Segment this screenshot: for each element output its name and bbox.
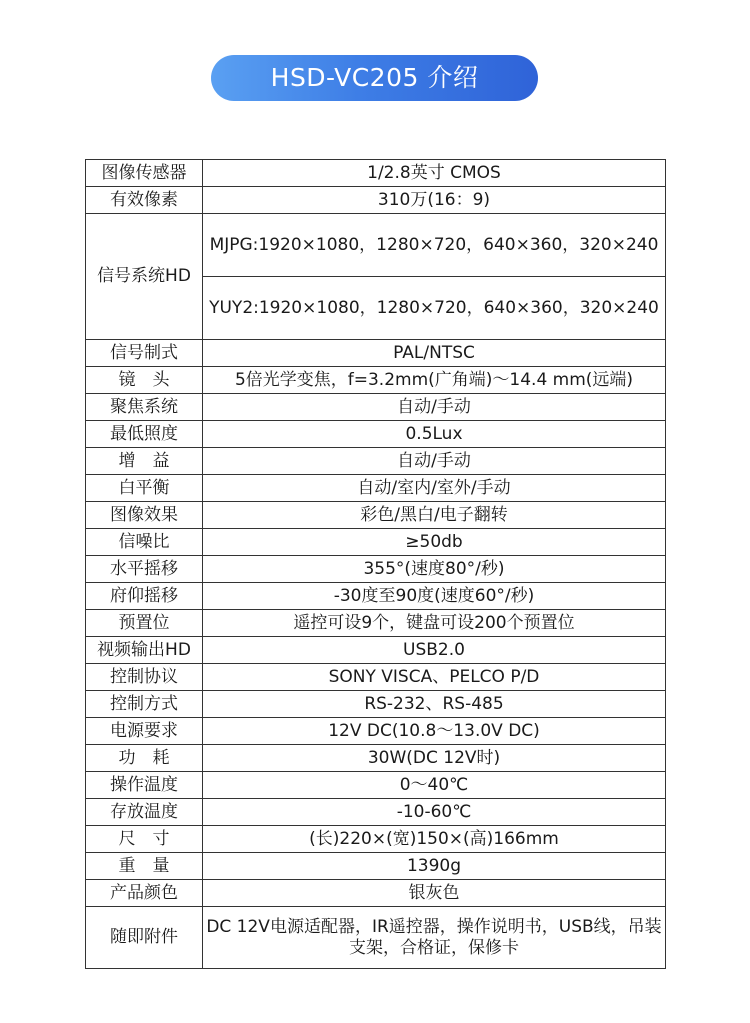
table-row <box>86 394 666 421</box>
spec-value: YUY2:1920×1080，1280×720，640×360，320×240 <box>203 277 666 340</box>
spec-label: 控制方式 <box>86 691 203 718</box>
spec-value: SONY VISCA、PELCO P/D <box>203 664 666 691</box>
spec-label: 重 量 <box>86 853 203 880</box>
table-row <box>86 799 666 826</box>
spec-value: RS-232、RS-485 <box>203 691 666 718</box>
table-row <box>86 772 666 799</box>
spec-label: 信号系统HD <box>86 214 203 340</box>
spec-label: 聚焦系统 <box>86 394 203 421</box>
spec-value: MJPG:1920×1080，1280×720，640×360，320×240 <box>203 214 666 277</box>
spec-label: 控制协议 <box>86 664 203 691</box>
table-row <box>86 367 666 394</box>
spec-value: 5倍光学变焦，f=3.2mm(广角端)～14.4 mm(远端) <box>203 367 666 394</box>
spec-label: 视频输出HD <box>86 637 203 664</box>
spec-value: (长)220×(宽)150×(高)166mm <box>203 826 666 853</box>
table-row <box>86 529 666 556</box>
spec-label: 镜 头 <box>86 367 203 394</box>
spec-label: 尺 寸 <box>86 826 203 853</box>
spec-value: 1390g <box>203 853 666 880</box>
spec-label: 操作温度 <box>86 772 203 799</box>
spec-label: 增 益 <box>86 448 203 475</box>
spec-label: 最低照度 <box>86 421 203 448</box>
spec-value: 遥控可设9个，键盘可设200个预置位 <box>203 610 666 637</box>
spec-value: 自动/手动 <box>203 394 666 421</box>
spec-label: 有效像素 <box>86 187 203 214</box>
table-row <box>86 340 666 367</box>
spec-label: 图像效果 <box>86 502 203 529</box>
table-row <box>86 421 666 448</box>
table-row <box>86 502 666 529</box>
table-row <box>86 853 666 880</box>
table-row <box>86 664 666 691</box>
spec-label: 预置位 <box>86 610 203 637</box>
table-row <box>86 907 666 969</box>
table-row <box>86 691 666 718</box>
spec-label: 水平摇移 <box>86 556 203 583</box>
spec-value: -30度至90度(速度60°/秒) <box>203 583 666 610</box>
table-row <box>86 826 666 853</box>
spec-label: 白平衡 <box>86 475 203 502</box>
spec-value: PAL/NTSC <box>203 340 666 367</box>
spec-value: 12V DC(10.8～13.0V DC) <box>203 718 666 745</box>
spec-value: -10-60℃ <box>203 799 666 826</box>
spec-value: 银灰色 <box>203 880 666 907</box>
spec-label: 府仰摇移 <box>86 583 203 610</box>
spec-label: 信号制式 <box>86 340 203 367</box>
table-row <box>86 880 666 907</box>
spec-label: 功 耗 <box>86 745 203 772</box>
table-row <box>86 448 666 475</box>
page-title: HSD-VC205 介绍 <box>211 55 538 101</box>
spec-label: 产品颜色 <box>86 880 203 907</box>
spec-value: 30W(DC 12V时) <box>203 745 666 772</box>
spec-label: 随即附件 <box>86 907 203 969</box>
spec-label: 图像传感器 <box>86 160 203 187</box>
spec-value: ≥50db <box>203 529 666 556</box>
spec-value: DC 12V电源适配器，IR遥控器，操作说明书，USB线，吊装支架，合格证，保修卡 <box>203 907 666 969</box>
spec-value: 0.5Lux <box>203 421 666 448</box>
spec-value: 355°(速度80°/秒) <box>203 556 666 583</box>
table-row <box>86 745 666 772</box>
table-row <box>86 718 666 745</box>
spec-label: 信噪比 <box>86 529 203 556</box>
table-row <box>86 475 666 502</box>
spec-value: 1/2.8英寸 CMOS <box>203 160 666 187</box>
table-row <box>86 637 666 664</box>
spec-value: 自动/手动 <box>203 448 666 475</box>
spec-label: 存放温度 <box>86 799 203 826</box>
table-row <box>86 160 666 187</box>
spec-value: 彩色/黑白/电子翻转 <box>203 502 666 529</box>
table-row <box>86 214 666 277</box>
spec-value: 自动/室内/室外/手动 <box>203 475 666 502</box>
spec-table <box>85 159 666 969</box>
table-row <box>86 556 666 583</box>
spec-value: 0～40℃ <box>203 772 666 799</box>
table-row <box>86 583 666 610</box>
spec-value: 310万(16：9) <box>203 187 666 214</box>
spec-value: USB2.0 <box>203 637 666 664</box>
table-row <box>86 187 666 214</box>
spec-label: 电源要求 <box>86 718 203 745</box>
table-row <box>86 610 666 637</box>
